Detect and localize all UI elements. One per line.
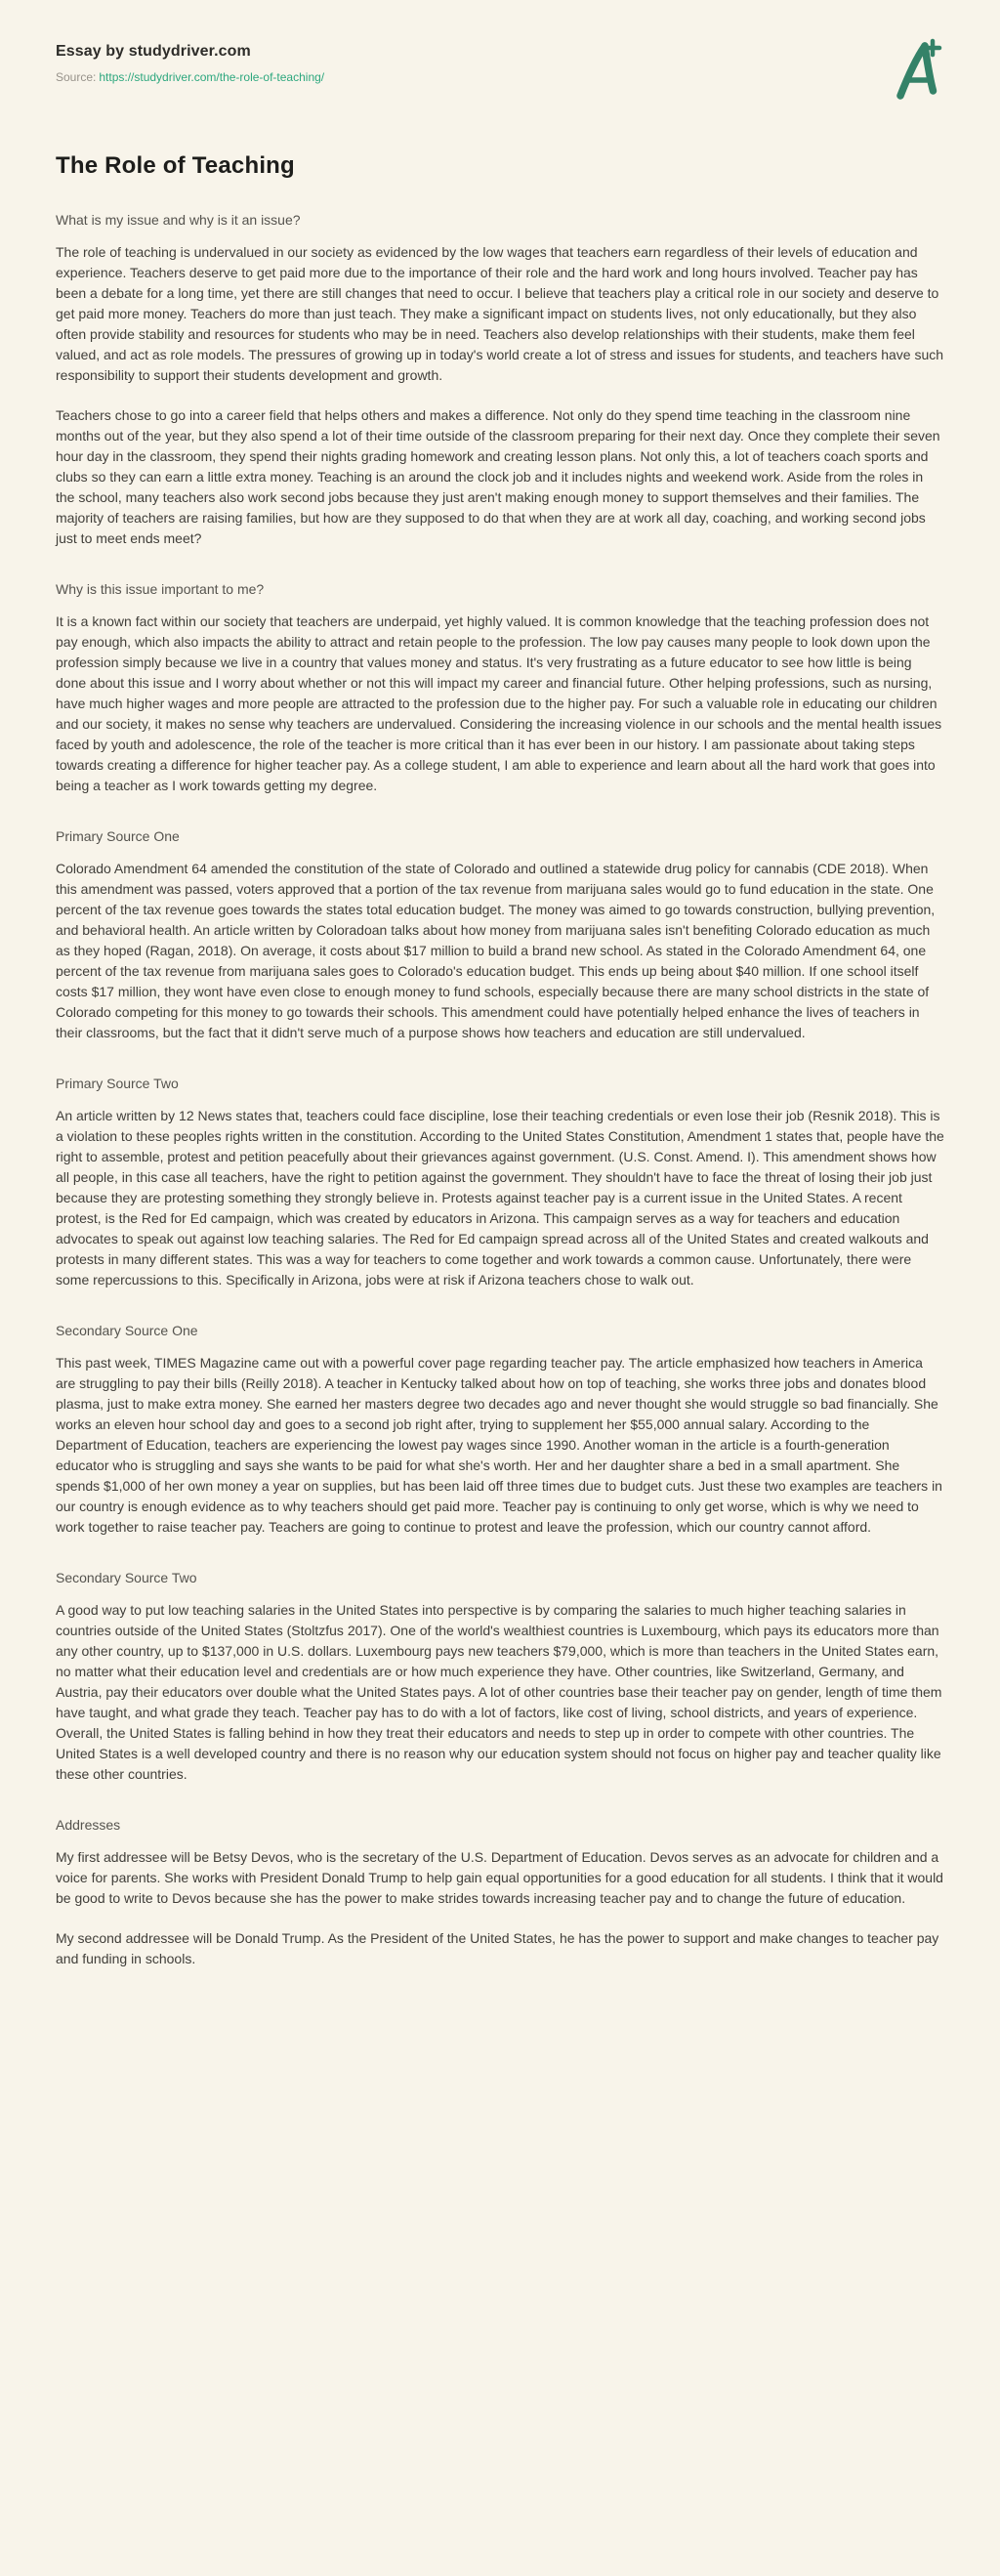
section-addresses [56,1816,944,1969]
paragraph: My first addressee will be Betsy Devos, who is the secretary of the U.S. Department of Education. Devos serves as an advocate for children and a voice for parents. She works with President Donald Trump to help gain equal opportunities for a good education for all students. I think that it would be good to write to Devos because she has the power to make strides towards increasing teacher pay and to change the future of education. [56,1849,943,1906]
paragraph: This past week, TIMES Magazine came out with a powerful cover page regarding teacher pay. The article emphasized how teachers in America are struggling to pay their bills (Reilly 2018). A teacher in Kentucky talked about how on top of teaching, she works three jobs and donates blood plasma, just to make extra money. She earned her masters degree two decades ago and never thought she would struggle so bad financially. She works an eleven hour school day and goes to a second job right after, trying to supplement her $55,000 annual salary. According to the Department of Education, teachers are experiencing the lowest pay wages since 1990. Another woman in the article is a fourth-generation educator who is struggling and says she wants to be paid for what she's worth. Her and her daughter share a bed in a small apartment. She spends $1,000 of her own money a year on supplies, but has been laid off three times due to budget cuts. Just these two examples are teachers in our country is enough evidence as to why teachers should get paid more. Teacher pay is continuing to only get worse, which is why we need to work together to raise teacher pay. Teachers are going to continue to protest and leave the profession, which our country cannot afford. [56,1355,942,1535]
essay-body [56,152,944,1969]
section-heading: Secondary Source One [56,1323,198,1338]
section-heading: Why is this issue important to me? [56,581,265,597]
paragraph: It is a known fact within our society that teachers are underpaid, yet highly valued. It is common knowledge that the teaching profession does not pay enough, which also impacts the ability to attract and retain people to the profession. The low pay causes many people to look down upon the profession simply because we live in a country that values money and status. It's very frustrating as a future educator to see how little is being done about this issue and I worry about whether or not this will impact my career and financial future. Other helping professions, such as nursing, have much higher wages and more people are attracted to the profession due to the higher pay. For such a valuable role in educating our children and our society, it makes no sense why teachers are undervalued. Considering the increasing violence in our schools and the mental health issues faced by youth and adolescence, the role of the teacher is more critical than it has ever been in our history. I am passionate about taking steps towards creating a difference for higher teacher pay. As a college student, I am able to experience and learn about all the hard work that goes into being a teacher as I work towards getting my degree. [56,613,942,793]
section-issue [56,211,944,549]
section-heading: Primary Source One [56,828,180,844]
paragraph: An article written by 12 News states that, teachers could face discipline, lose their teaching credentials or even lose their job (Resnik 2018). This is a violation to these peoples rights written in the constitution. According to the United States Constitution, Amendment 1 states that, people have the right to assemble, protest and petition peacefully about their grievances against government. (U.S. Const. Amend. I). This amendment shows how all people, in this case all teachers, have the right to petition against the government. They shouldn't have to face the threat of losing their job just because they are protesting something they strongly believe in. Protests against teacher pay is a current issue in the United States. A recent protest, is the Red for Ed campaign, which was created by educators in Arizona. This campaign serves as a way for teachers and education advocates to speak out against low teaching salaries. The Red for Ed campaign spread across all of the United States and created walkouts and protests in many different states. This was a way for teachers to come together and work towards a common cause. Unfortunately, there were some repercussions to this. Specifically in Arizona, jobs were at risk if Arizona teachers chose to walk out. [56,1108,944,1288]
paragraph: My second addressee will be Donald Trump. As the President of the United States, he has the power to support and make changes to teacher pay and funding in schools. [56,1930,939,1966]
section-importance [56,580,944,796]
paragraph: A good way to put low teaching salaries in the United States into perspective is by comparing the salaries to much higher teaching salaries in countries outside of the United States (Stoltzfus 2017). One of the world's wealthiest countries is Luxembourg, which pays its educators more than any other country, up to $137,000 in U.S. dollars. Luxembourg pays new teachers $79,000, which is more than teachers in the United States earn, no matter what their education level and credentials are or how much experience they have. Other countries, like Switzerland, Germany, and Austria, pay their educators over double what the United States pays. A lot of other countries base their teacher pay on gender, length of time them have taught, and what grade they teach. Teacher pay has to do with a lot of factors, like cost of living, school districts, and years of experience. Overall, the United States is falling behind in how they treat their educators and needs to step up in order to compete with other countries. The United States is a well developed country and there is no reason why our education system should not focus on higher pay and teacher quality like these other countries. [56,1602,942,1782]
section-heading: Addresses [56,1817,121,1833]
section-secondary-source-one [56,1322,944,1538]
section-heading: What is my issue and why is it an issue? [56,212,301,228]
studydriver-a-plus-logo-icon [892,37,944,100]
section-heading: Secondary Source Two [56,1570,197,1585]
source-link[interactable]: https://studydriver.com/the-role-of-teaching/ [99,70,325,84]
header-text-block [56,37,324,84]
section-primary-source-two [56,1075,944,1290]
paragraph: Teachers chose to go into a career field that helps others and makes a difference. Not only do they spend time teaching in the classroom nine months out of the year, but they also spend a lot of their time outside of the classroom preparing for their next day. Once they complete their seven hour day in the classroom, they spend their nights grading homework and creating lesson plans. Not only this, a lot of teachers coach sports and clubs so they can earn a little extra money. Teaching is an around the clock job and it includes nights and weekend work. Aside from the roles in the school, many teachers also work second jobs because they just aren't making enough money to support themselves and their families. The majority of teachers are raising families, but how are they supposed to do that when they are at work all day, coaching, and working second jobs just to meet ends meet? [56,407,940,546]
page-header [56,37,944,100]
section-heading: Primary Source Two [56,1076,179,1091]
section-primary-source-one [56,827,944,1043]
source-line [56,70,324,84]
essay-title: The Role of Teaching [56,152,295,179]
section-secondary-source-two [56,1569,944,1785]
paragraph: Colorado Amendment 64 amended the constitution of the state of Colorado and outlined a statewide drug policy for cannabis (CDE 2018). When this amendment was passed, voters approved that a portion of the tax revenue from marijuana sales would go to fund education in the state. One percent of the tax revenue goes towards the states total education budget. The money was aimed to go towards construction, bullying prevention, and behavioral health. An article written by Coloradoan talks about how money from marijuana sales isn't benefiting Colorado education as much as they hoped (Ragan, 2018). On average, it costs about $17 million to build a brand new school. As stated in the Colorado Amendment 64, one percent of the tax revenue from marijuana sales goes to Colorado's education budget. This ends up being about $40 million. If one school itself costs $17 million, they wont have even close to enough money to fund schools, especially because there are many school districts in the state of Colorado competing for this money to go towards their schools. This amendment could have potentially helped enhance the lives of teachers in their classrooms, but the fact that it didn't serve much of a purpose shows how teachers and education are still undervalued. [56,861,936,1040]
source-label: Source: [56,70,97,84]
header-title: Essay by studydriver.com [56,43,251,60]
paragraph: The role of teaching is undervalued in our society as evidenced by the low wages that teachers earn regardless of their levels of education and experience. Teachers deserve to get paid more due to the importance of their role and the hard work and long hours involved. Teacher pay has been a debate for a long time, yet there are still changes that need to occur. I believe that teachers play a critical role in our society and deserve to get paid more money. Teachers do more than just teach. They make a significant impact on students lives, not only educationally, but they also often provide stability and resources for students who may be in need. Teachers also develop relationships with their students, make them feel valued, and act as role models. The pressures of growing up in today's world create a lot of stress and issues for students, and teachers have such responsibility to support their students development and growth. [56,244,944,383]
